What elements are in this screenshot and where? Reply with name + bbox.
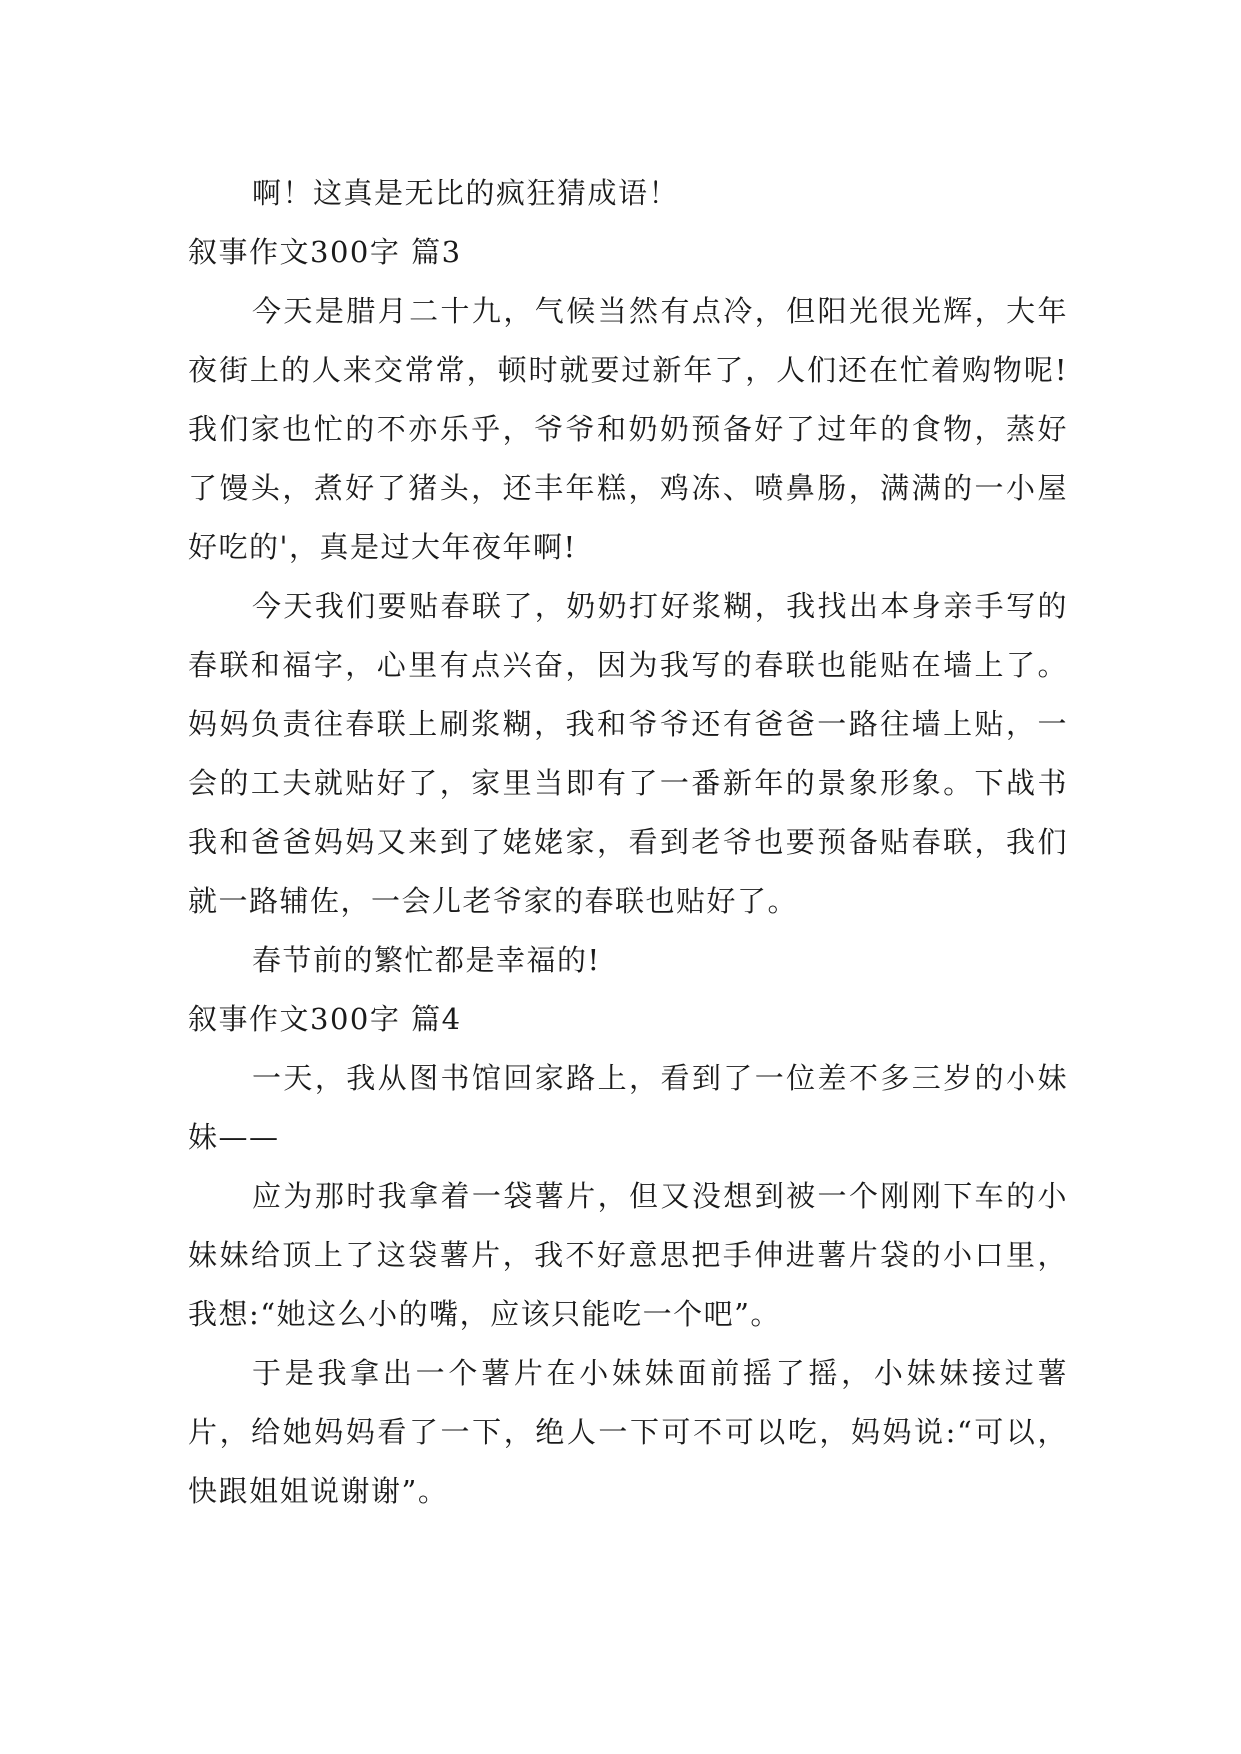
document-body	[188, 164, 1068, 1521]
paragraph: 今天我们要贴春联了，奶奶打好浆糊，我找出本身亲手写的春联和福字，心里有点兴奋，因为我写的春联也能贴在墙上了。妈妈负责往春联上刷浆糊，我和爷爷还有爸爸一路往墙上贴，一会的工夫就贴好了，家里当即有了一番新年的景象形象。下战书我和爸爸妈妈又来到了姥姥家，看到老爷也要预备贴春联，我们就一路辅佐，一会儿老爷家的春联也贴好了。	[188, 589, 1068, 918]
paragraph: 应为那时我拿着一袋薯片，但又没想到被一个刚刚下车的小妹妹给顶上了这袋薯片，我不好意思把手伸进薯片袋的小口里，我想:“她这么小的嘴，应该只能吃一个吧”。	[188, 1179, 1068, 1331]
paragraph: 春节前的繁忙都是幸福的!	[252, 943, 601, 977]
paragraph: 于是我拿出一个薯片在小妹妹面前摇了摇，小妹妹接过薯片，给她妈妈看了一下，绝人一下可不可以吃，妈妈说:“可以，快跟姐姐说谢谢”。	[188, 1356, 1068, 1508]
paragraph: 啊！这真是无比的疯狂猜成语！	[252, 176, 680, 210]
section-heading: 叙事作文300字 篇3	[188, 235, 462, 269]
paragraph: 今天是腊月二十九，气候当然有点冷，但阳光很光辉，大年夜街上的人来交常常，顿时就要过新年了，人们还在忙着购物呢!我们家也忙的不亦乐乎，爷爷和奶奶预备好了过年的食物，蒸好了馒头，煮好了猪头，还丰年糕，鸡冻、喷鼻肠，满满的一小屋好吃的'，真是过大年夜年啊!	[188, 294, 1068, 564]
section-heading: 叙事作文300字 篇4	[188, 1002, 462, 1036]
paragraph: 一天，我从图书馆回家路上，看到了一位差不多三岁的小妹妹——	[188, 1061, 1068, 1154]
